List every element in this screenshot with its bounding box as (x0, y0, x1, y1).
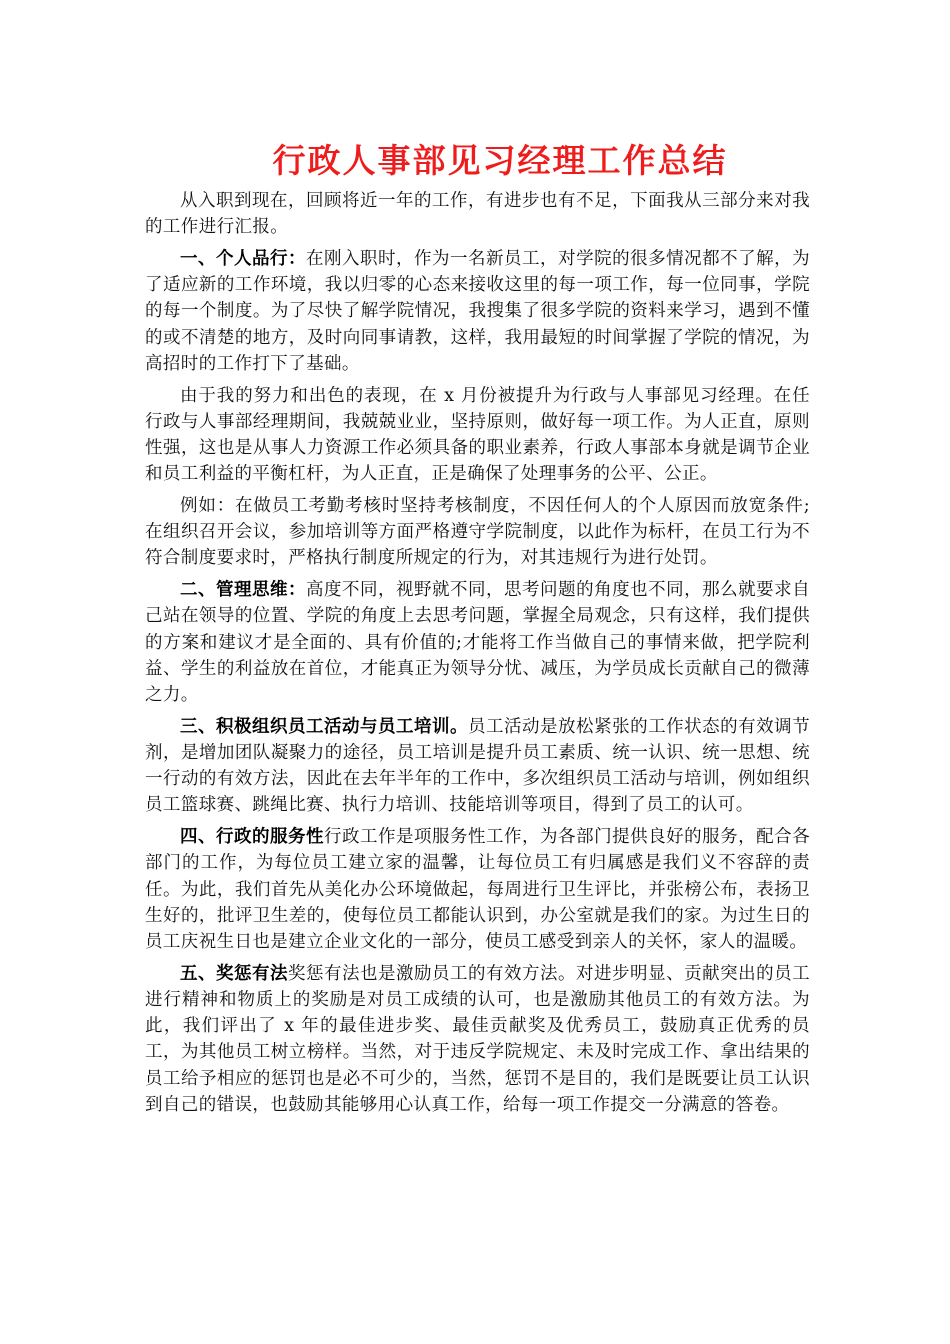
paragraph-text: 奖惩有法也是激励员工的有效方法。对进步明显、贡献突出的员工进行精神和物质上的奖励是对员工成绩的认可，也是激励其他员工的有效方法。为此，我们评出了 x 年的最佳进步奖、最佳贡献奖及优秀员工，鼓励真正优秀的员工，为其他员工树立榜样。当然，对于违反学院规定、未及时完成工作、拿出结果的员工给予相应的惩罚也是必不可少的，当然，惩罚不是目的，我们是既要让员工认识到自己的错误，也鼓励其能够用心认真工作，给每一项工作提交一分满意的答卷。 (145, 963, 810, 1115)
paragraph-text: 员工活动是放松紧张的工作状态的有效调节剂，是增加团队凝聚力的途径，员工培训是提升员工素质、统一认识、统一思想、统一行动的有效方法，因此在去年半年的工作中，多次组织员工活动与培训，例如组织员工篮球赛、跳绳比赛、执行力培训、技能培训等项目，得到了员工的认可。 (145, 716, 810, 816)
paragraph-personal-conduct (145, 246, 810, 377)
paragraph-activities-training (145, 714, 810, 819)
paragraph-heading: 一、个人品行： (180, 249, 307, 269)
paragraph-intro (145, 188, 810, 240)
paragraph-management-thinking (145, 577, 810, 708)
paragraph-heading: 四、行政的服务性 (180, 827, 325, 848)
paragraph-heading: 三、积极组织员工活动与员工培训。 (180, 716, 469, 737)
paragraph-example (145, 493, 810, 572)
document-title: 行政人事部见习经理工作总结 (272, 141, 728, 180)
paragraph-rewards-penalties (145, 961, 810, 1118)
paragraph-text: 在刚入职时，作为一名新员工，对学院的很多情况都不了解，为了适应新的工作环境，我以归零的心态来接收这里的每一项工作，每一位同事，学院的每一个制度。为了尽快了解学院情况，我搜集了很多学院的资料来学习，遇到不懂的或不清楚的地方，及时向同事请教，这样，我用最短的时间掌握了学院的情况，为高招时的工作打下了基础。 (145, 249, 810, 374)
document-body (145, 188, 810, 1124)
paragraph-service (145, 824, 810, 955)
paragraph-heading: 五、奖惩有法 (180, 963, 289, 984)
paragraph-text: 从入职到现在，回顾将近一年的工作，有进步也有不足，下面我从三部分来对我的工作进行汇报。 (145, 191, 810, 238)
paragraph-text: 高度不同，视野就不同，思考问题的角度也不同，那么就要求自己站在领导的位置、学院的角度上去思考问题，掌握全局观念，只有这样，我们提供的方案和建议才是全面的、具有价值的;才能将工作当做自己的事情来做，把学院利益、学生的利益放在首位，才能真正为领导分忧、减压，为学员成长贡献自己的微薄之力。 (145, 580, 810, 706)
paragraph-heading: 二、管理思维： (180, 580, 307, 601)
paragraph-text: 由于我的努力和出色的表现，在 x 月份被提升为行政与人事部见习经理。在任行政与人事部经理期间，我兢兢业业，坚持原则，做好每一项工作。为人正直，原则性强，这也是从事人力资源工作必须具备的职业素养，行政人事部本身就是调节企业和员工利益的平衡杠杆，为人正直，正是确保了处理事务的公平、公正。 (145, 385, 810, 485)
paragraph-promotion (145, 383, 810, 488)
paragraph-text: 行政工作是项服务性工作，为各部门提供良好的服务，配合各部门的工作，为每位员工建立家的温馨，让每位员工有归属感是我们义不容辞的责任。为此，我们首先从美化办公环境做起，每周进行卫生评比，并张榜公布，表扬卫生好的，批评卫生差的，使每位员工都能认识到，办公室就是我们的家。为过生日的员工庆祝生日也是建立企业文化的一部分，使员工感受到亲人的关怀，家人的温暖。 (145, 827, 810, 953)
paragraph-text: 例如：在做员工考勤考核时坚持考核制度，不因任何人的个人原因而放宽条件;在组织召开会议，参加培训等方面严格遵守学院制度，以此作为标杆，在员工行为不符合制度要求时，严格执行制度所规定的行为，对其违规行为进行处罚。 (145, 496, 810, 569)
